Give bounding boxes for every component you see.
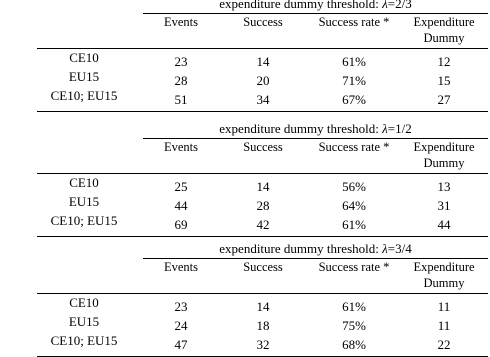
column-header: Success rate * [318, 15, 390, 29]
table-cell: 61% [342, 217, 366, 232]
table-cell: 68% [342, 337, 366, 352]
bottom-rule [37, 111, 488, 112]
table-cell: 18 [256, 318, 270, 333]
title-rule [143, 13, 488, 14]
table-cell: 15 [437, 73, 451, 88]
column-header: Success [243, 140, 283, 154]
table-cell: 14 [256, 179, 270, 194]
table-cell: 32 [256, 337, 270, 352]
column-header: Success [243, 260, 283, 274]
title-rule [143, 138, 488, 139]
table-cell: 44 [174, 198, 188, 213]
table-cell: 51 [174, 92, 188, 107]
table-cell: 28 [174, 73, 188, 88]
row-label: CE10 [69, 175, 99, 190]
table-cell: 31 [437, 198, 451, 213]
row-label: CE10; EU15 [50, 333, 118, 348]
table-cell: 27 [437, 92, 451, 107]
table-cell: 23 [174, 299, 188, 314]
lambda-symbol: λ [382, 241, 388, 256]
table-cell: 23 [174, 54, 188, 69]
table-cell: 28 [256, 198, 270, 213]
column-header: Expenditure [413, 260, 475, 274]
lambda-value: =2/3 [387, 0, 412, 11]
column-header: Success rate * [318, 140, 390, 154]
table-cell: 67% [342, 92, 366, 107]
table-cell: 14 [256, 299, 270, 314]
panel-title-text: expenditure dummy threshold: [219, 0, 383, 11]
column-header: Events [163, 260, 199, 274]
row-label: EU15 [68, 314, 100, 329]
column-header: Expenditure [413, 15, 475, 29]
table-cell: 61% [342, 299, 366, 314]
column-header: Dummy [423, 156, 465, 170]
column-header: Events [163, 140, 199, 154]
table-cell: 14 [256, 54, 270, 69]
table-cell: 13 [437, 179, 451, 194]
table-cell: 22 [437, 337, 451, 352]
panel-title [143, 0, 488, 11]
bottom-rule [37, 236, 488, 237]
table-cell: 44 [437, 217, 451, 232]
row-label: CE10 [69, 50, 99, 65]
lambda-symbol: λ [382, 0, 388, 11]
lambda-value: =3/4 [387, 241, 412, 256]
column-header: Dummy [423, 31, 465, 45]
panel-title-text: expenditure dummy threshold: [219, 241, 383, 256]
table-cell: 64% [342, 198, 366, 213]
table-cell: 34 [256, 92, 270, 107]
column-header: Success rate * [318, 260, 390, 274]
panel-title-text: expenditure dummy threshold: [219, 121, 383, 136]
table-cell: 47 [174, 337, 188, 352]
table-cell: 56% [342, 179, 366, 194]
table-cell: 75% [342, 318, 366, 333]
table-cell: 25 [174, 179, 188, 194]
table-cell: 42 [256, 217, 270, 232]
row-label: CE10; EU15 [50, 88, 118, 103]
row-label: CE10 [69, 295, 99, 310]
table-cell: 69 [174, 217, 188, 232]
table-cell: 71% [342, 73, 366, 88]
lambda-symbol: λ [382, 121, 388, 136]
header-rule [37, 173, 488, 174]
row-label: EU15 [68, 69, 100, 84]
column-header: Expenditure [413, 140, 475, 154]
lambda-value: =1/2 [387, 121, 412, 136]
table-cell: 11 [437, 318, 451, 333]
title-rule [143, 258, 488, 259]
header-rule [37, 48, 488, 49]
column-header: Dummy [423, 276, 465, 290]
header-rule [37, 293, 488, 294]
panel-title [143, 121, 488, 136]
table-cell: 12 [437, 54, 451, 69]
table-cell: 20 [256, 73, 270, 88]
table-cell: 24 [174, 318, 188, 333]
column-header: Events [163, 15, 199, 29]
column-header: Success [243, 15, 283, 29]
table-cell: 61% [342, 54, 366, 69]
table-cell: 11 [437, 299, 451, 314]
row-label: CE10; EU15 [50, 213, 118, 228]
row-label: EU15 [68, 194, 100, 209]
panel-title [143, 241, 488, 256]
